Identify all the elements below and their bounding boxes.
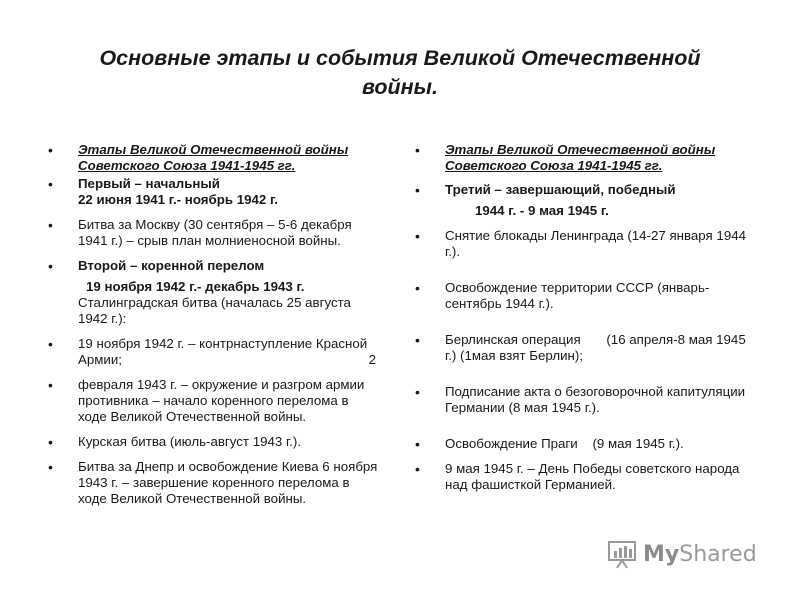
- right-column: [415, 142, 760, 502]
- first-stage-name: • Первый – начальный: [78, 176, 220, 191]
- encirclement-item: [48, 377, 378, 425]
- myshared-logo-icon: [607, 538, 637, 570]
- brand-my: My: [643, 541, 680, 567]
- second-stage-item: [48, 258, 378, 327]
- slide-title: [60, 44, 740, 102]
- second-stage-dates: 19 ноября 1942 г.- декабрь 1943 г.: [86, 279, 305, 294]
- counteroffensive-text: 19 ноября 1942 г. – контрнаступление Красной Армии;: [78, 336, 368, 367]
- berlin-dates: (16 апреля-8 мая 1945 г.) (1мая взят Берлин);: [445, 332, 746, 363]
- liberation-item: [415, 280, 760, 312]
- second-stage-name: • Второй – коренной перелом: [78, 258, 265, 273]
- victory-text: 9 мая 1945 г. – День Победы советского народа над фашисткой Германией.: [445, 461, 740, 492]
- surrender-text: Подписание акта о безоговорочной капитуляции Германии (8 мая 1945 г.).: [445, 384, 746, 415]
- right-header: Этапы Великой Отечественной войны Советского Союза 1941-1945 гг.: [445, 142, 716, 173]
- third-stage-dates: 1944 г. - 9 мая 1945 г.: [475, 203, 609, 218]
- surrender-item: [415, 384, 760, 416]
- prague-text: Освобождение Праги (9 мая 1945 г.).: [445, 436, 684, 451]
- first-stage-dates: 22 июня 1941 г.- ноябрь 1942 г.: [78, 192, 278, 207]
- berlin-operation: Берлинская операция: [445, 332, 581, 347]
- leningrad-item: [415, 228, 760, 260]
- left-header-item: [48, 142, 378, 174]
- stalingrad-text: Сталинградская битва (началась 25 августа 1942 г.):: [78, 295, 351, 326]
- counteroffensive-item: [48, 336, 378, 368]
- berlin-item: [415, 332, 760, 364]
- title-line-1: Основные этапы и события Великой Отечественной: [99, 46, 701, 70]
- first-stage-item: [48, 176, 378, 208]
- leningrad-text: Снятие блокады Ленинграда (14-27 января 1944 г.).: [445, 228, 747, 259]
- kursk-item: [48, 434, 378, 450]
- third-stage-item: [415, 182, 760, 219]
- dnieper-text: Битва за Днепр и освобождение Киева 6 ноября 1943 г. – завершение коренного перелома в ходе Великой Отечественной войны.: [78, 459, 378, 506]
- right-header-item: [415, 142, 760, 174]
- myshared-text: [643, 542, 757, 567]
- title-line-2: войны.: [361, 75, 439, 99]
- left-header: Этапы Великой Отечественной войны Советского Союза 1941-1945 гг.: [78, 142, 349, 173]
- encirclement-text: февраля 1943 г. – окружение и разгром армии противника – начало коренного перелома в ходе Великой Отечественной войны.: [78, 377, 365, 424]
- left-column: [48, 142, 378, 516]
- myshared-watermark: [607, 536, 777, 572]
- third-stage-name: • Третий – завершающий, победный: [445, 182, 676, 197]
- liberation-text: Освобождение территории СССР (январь-сентябрь 1944 г.).: [445, 280, 710, 311]
- counteroffensive-number: 2: [368, 352, 376, 367]
- victory-item: [415, 461, 760, 493]
- moscow-battle-text: Битва за Москву (30 сентября – 5-6 декабря 1941 г.) – срыв план молниеносной войны.: [78, 217, 352, 248]
- dnieper-item: [48, 459, 378, 507]
- brand-shared: Shared: [679, 541, 757, 567]
- kursk-text: Курская битва (июль-август 1943 г.).: [78, 434, 302, 449]
- prague-item: [415, 436, 760, 452]
- moscow-battle-item: [48, 217, 378, 249]
